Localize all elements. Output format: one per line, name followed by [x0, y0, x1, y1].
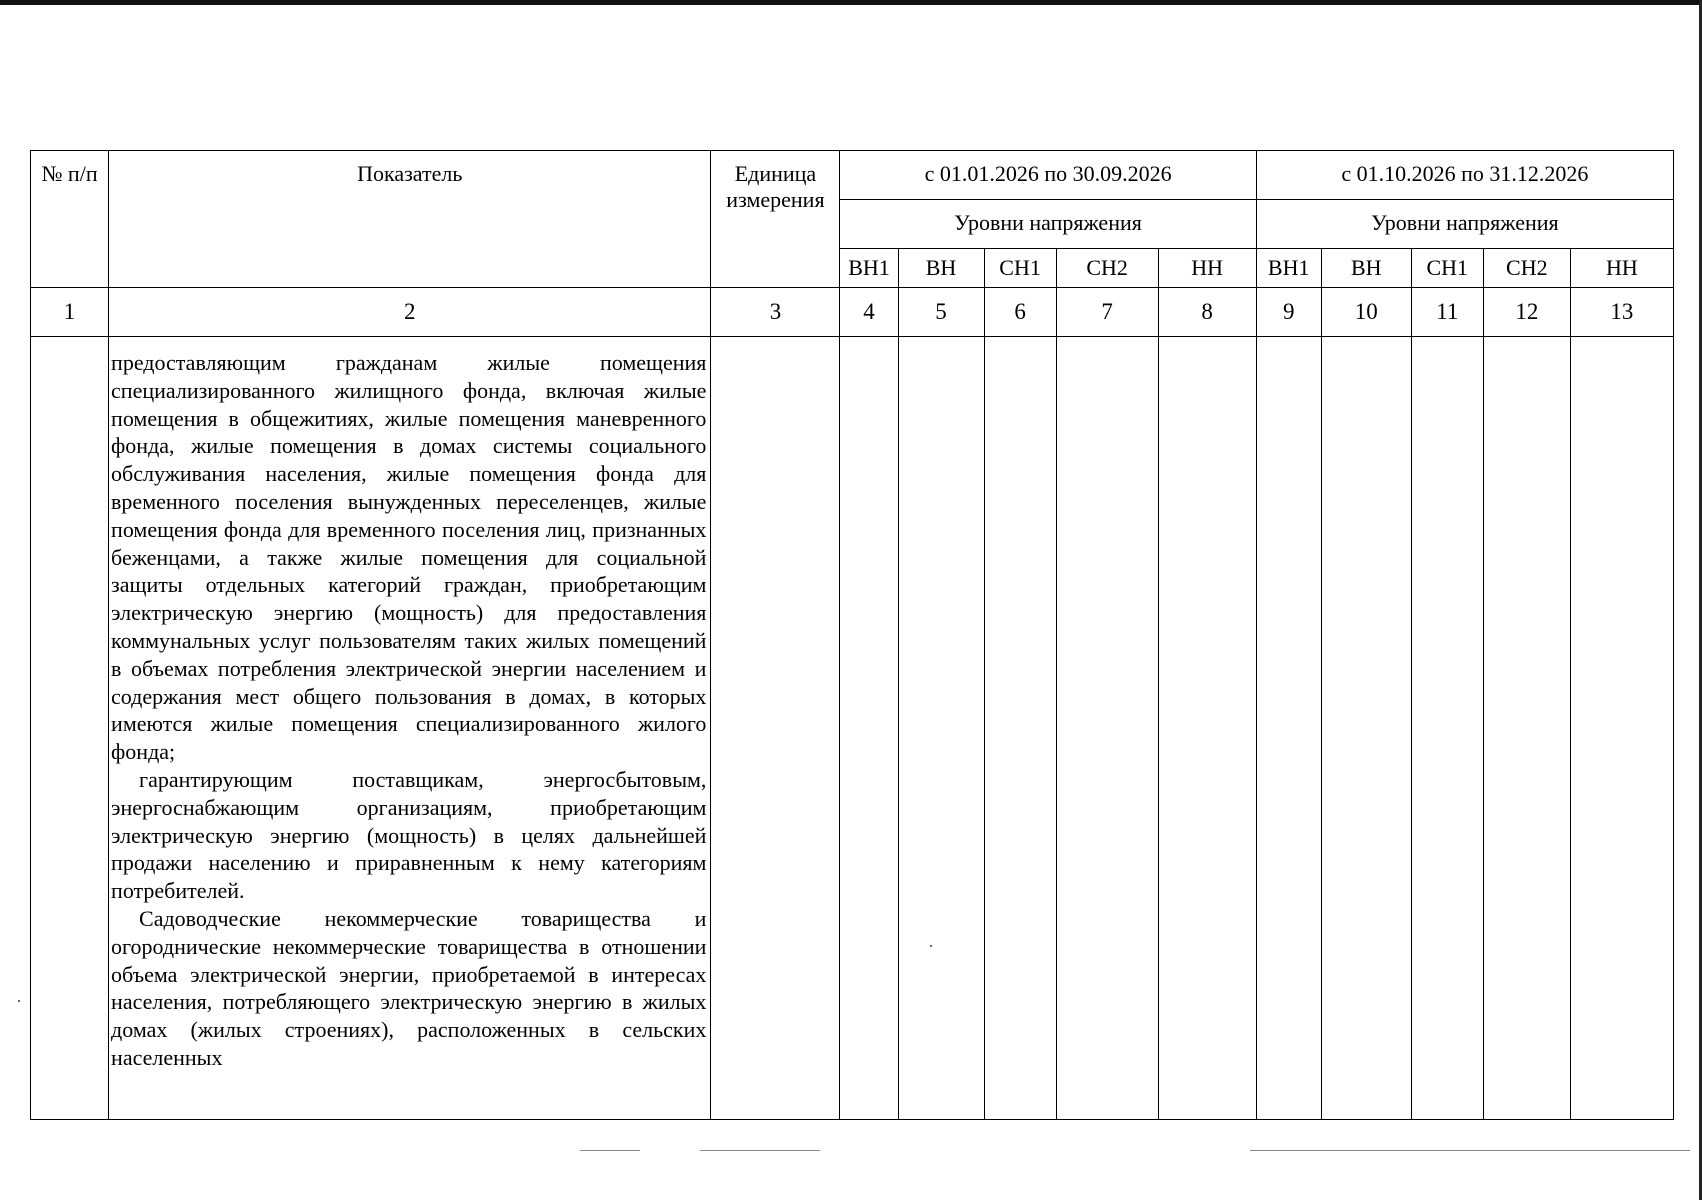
scan-artifact	[1250, 1150, 1690, 1151]
scan-artifact	[930, 945, 932, 947]
tariff-table	[30, 150, 1674, 1120]
column-number: 12	[1483, 288, 1570, 337]
scan-artifact	[18, 1000, 20, 1002]
column-numbers-row	[31, 288, 1674, 337]
value-cell	[984, 337, 1056, 1120]
column-number: 10	[1321, 288, 1411, 337]
scan-artifact	[580, 1150, 640, 1151]
column-number: 8	[1158, 288, 1256, 337]
column-number: 4	[840, 288, 898, 337]
indicator-paragraph: предоставляющим гражданам жилые помещения специализированного жилищного фонда, включая жилые помещения в общежитиях, жилые помещения маневренного фонда, жилые помещения в домах системы социального обслуживания населения, жилые помещения фонда для временного поселения вынужденных переселенцев, жилые помещения фонда для временного поселения лиц, признанных беженцами, а также жилые помещения для социальной защиты отдельных категорий граждан, приобретающим электрическую энергию (мощность) для предоставления коммунальных услуг пользователям таких жилых помещений в объемах потребления электрической энергии населением и содержания мест общего пользования в домах, в которых имеются жилые помещения специализированного жилого фонда;	[111, 350, 707, 765]
header-voltage-levels-1: Уровни напряжения	[840, 200, 1256, 249]
header-voltage-levels-2: Уровни напряжения	[1256, 200, 1673, 249]
indicator-paragraph: гарантирующим поставщикам, энергосбытовым, энергоснабжающим организациям, приобретающим электрическую энергию (мощность) в целях дальнейшей продажи населению и приравненным к нему категориям потребителей.	[111, 766, 707, 904]
column-number: 9	[1256, 288, 1321, 337]
value-cell	[898, 337, 984, 1120]
scan-artifact	[700, 1150, 820, 1151]
value-cell	[1411, 337, 1483, 1120]
table-row	[31, 337, 1674, 1120]
value-cell	[1321, 337, 1411, 1120]
level-sn2-p2: СН2	[1483, 249, 1570, 288]
header-number: № п/п	[31, 151, 109, 288]
level-nn-p1: НН	[1158, 249, 1256, 288]
column-number: 1	[31, 288, 109, 337]
header-period-2: с 01.10.2026 по 31.12.2026	[1256, 151, 1673, 200]
value-cell	[1483, 337, 1570, 1120]
indicator-paragraph: Садоводческие некоммерческие товарищества и огороднические некоммерческие товарищества в отношении объема электрической энергии, приобретаемой в интересах населения, потребляющего электрическую энергию в жилых домах (жилых строениях), расположенных в сельских населенных	[111, 905, 707, 1070]
level-vn-p1: ВН	[898, 249, 984, 288]
level-nn-p2: НН	[1570, 249, 1673, 288]
column-number: 3	[711, 288, 840, 337]
level-sn2-p1: СН2	[1056, 249, 1158, 288]
unit-cell	[711, 337, 840, 1120]
level-vn-p2: ВН	[1321, 249, 1411, 288]
column-number: 6	[984, 288, 1056, 337]
header-period-1: с 01.01.2026 по 30.09.2026	[840, 151, 1256, 200]
value-cell	[1256, 337, 1321, 1120]
column-number: 13	[1570, 288, 1673, 337]
value-cell	[1158, 337, 1256, 1120]
column-number: 5	[898, 288, 984, 337]
indicator-cell	[109, 337, 711, 1120]
level-vn1-p1: ВН1	[840, 249, 898, 288]
scan-edge-top	[0, 0, 1702, 5]
level-sn1-p1: СН1	[984, 249, 1056, 288]
level-sn1-p2: СН1	[1411, 249, 1483, 288]
level-vn1-p2: ВН1	[1256, 249, 1321, 288]
value-cell	[1056, 337, 1158, 1120]
value-cell	[840, 337, 898, 1120]
header-indicator: Показатель	[109, 151, 711, 288]
column-number: 11	[1411, 288, 1483, 337]
column-number: 7	[1056, 288, 1158, 337]
header-unit: Единица измерения	[711, 151, 840, 288]
column-number: 2	[109, 288, 711, 337]
value-cell	[1570, 337, 1673, 1120]
row-number-cell	[31, 337, 109, 1120]
